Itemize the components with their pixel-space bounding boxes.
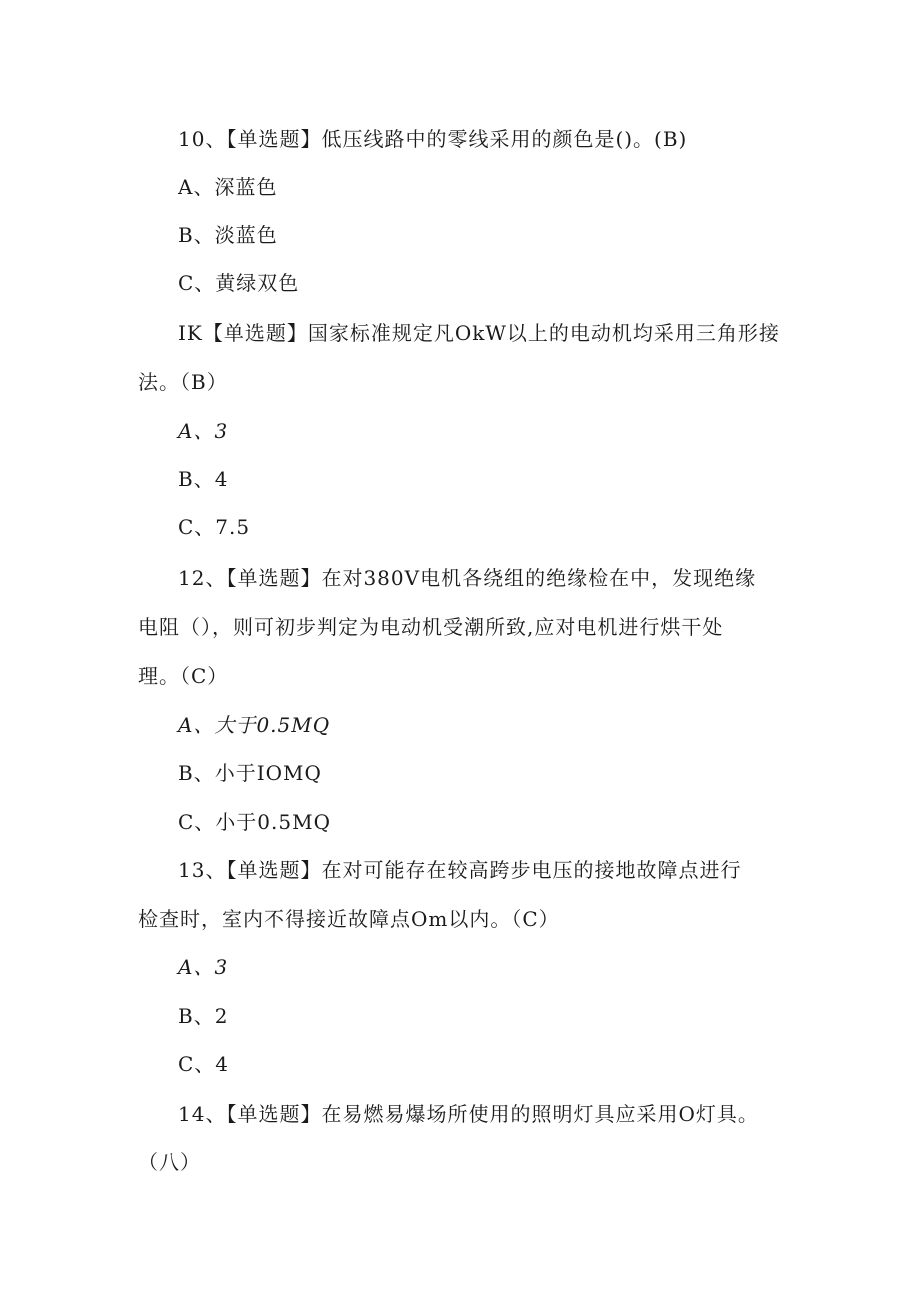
question-11-option-b: B、4 — [178, 467, 229, 491]
question-10-option-b: B、淡蓝色 — [178, 223, 278, 247]
question-12-text-line2: 电阻（），则可初步判定为电动机受潮所致,应对电机进行烘干处 — [138, 615, 724, 639]
question-13-option-b: B、2 — [178, 1004, 229, 1028]
question-11-text-line1: IK【单选题】国家标准规定凡OkW以上的电动机均采用三角形接 — [178, 321, 780, 345]
question-13-text-line2: 检查时，室内不得接近故障点Om以内。（C） — [138, 907, 560, 931]
question-10-text: 10、【单选题】低压线路中的零线采用的颜色是()。(B) — [178, 127, 688, 151]
question-12-text-line3: 理。（C） — [138, 664, 229, 688]
question-13-option-c: C、4 — [178, 1052, 230, 1076]
question-11-option-c: C、7.5 — [178, 515, 251, 539]
question-13-text-line1: 13、【单选题】在对可能存在较高跨步电压的接地故障点进行 — [178, 858, 742, 882]
question-11-text-line2: 法。（B） — [138, 370, 228, 394]
question-12-option-b: B、小于IOMQ — [178, 761, 322, 785]
question-14-text-line1: 14、【单选题】在易燃易爆场所使用的照明灯具应采用O灯具。 — [178, 1102, 759, 1126]
question-10-option-a: A、深蓝色 — [178, 175, 278, 199]
question-12-text-line1: 12、【单选题】在对380V电机各绕组的绝缘检在中，发现绝缘 — [178, 566, 757, 590]
question-10-option-c: C、黄绿双色 — [178, 271, 300, 295]
question-13-option-a: A、3 — [178, 955, 229, 979]
question-12-option-c: C、小于0.5MQ — [178, 810, 331, 834]
question-12-option-a: A、大于0.5MQ — [178, 713, 331, 737]
question-14-text-line2: （八） — [138, 1150, 201, 1174]
question-11-option-a: A、3 — [178, 419, 229, 443]
